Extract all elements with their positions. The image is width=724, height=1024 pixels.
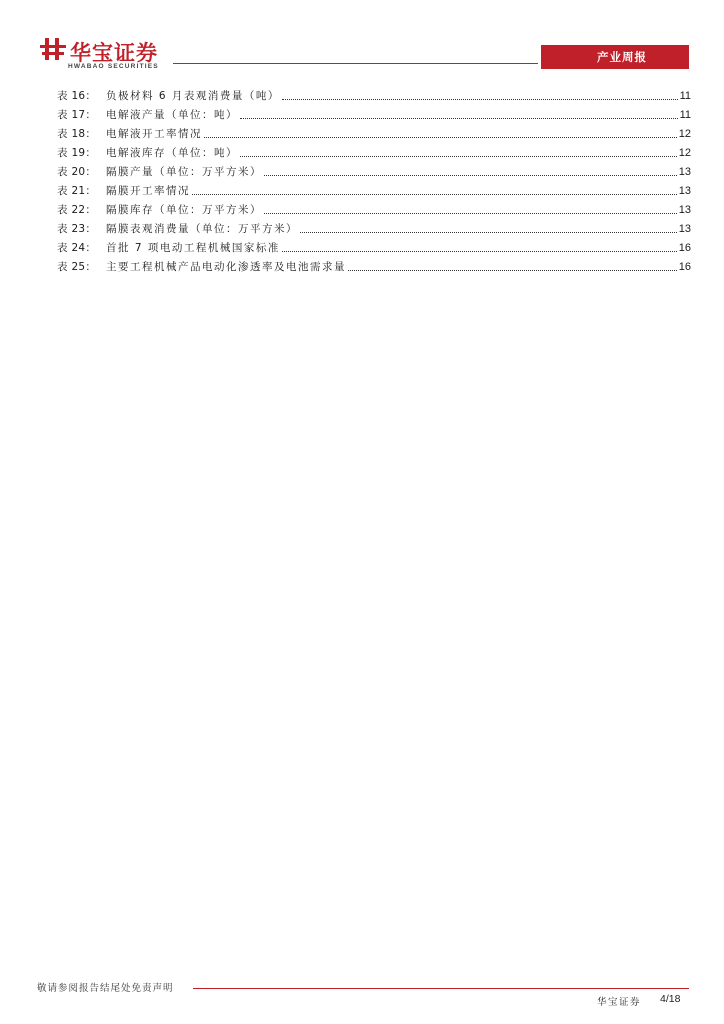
toc-entry-title: 主要工程机械产品电动化渗透率及电池需求量	[106, 261, 346, 273]
toc-entry-title: 负极材料 6 月表观消费量（吨）	[106, 90, 280, 102]
toc-entry[interactable]	[57, 160, 691, 179]
toc-entry-title: 首批 7 项电动工程机械国家标准	[106, 242, 280, 254]
toc-entry-title: 隔膜表观消费量（单位：万平方米）	[106, 223, 298, 235]
toc-entry-page: 16	[678, 242, 691, 254]
report-type-badge	[541, 45, 689, 69]
toc-entry-title: 隔膜库存（单位：万平方米）	[106, 204, 262, 216]
toc-entry-label: 表 24：	[57, 242, 97, 254]
company-logo	[40, 38, 170, 72]
toc-entry[interactable]	[57, 122, 691, 141]
toc-entry-label: 表 22：	[57, 204, 97, 216]
toc-entry-label: 表 21：	[57, 185, 97, 197]
table-of-contents	[57, 84, 691, 274]
toc-entry-label: 表 19：	[57, 147, 97, 159]
toc-dot-leader	[348, 269, 677, 271]
header-rule	[173, 63, 538, 64]
toc-entry-page: 11	[679, 90, 691, 102]
toc-entry[interactable]	[57, 141, 691, 160]
footer-brand: 华宝证券	[597, 997, 642, 1008]
toc-entry-page: 13	[678, 185, 691, 197]
toc-entry-page: 13	[678, 204, 691, 216]
toc-entry[interactable]	[57, 103, 691, 122]
toc-dot-leader	[282, 98, 678, 100]
logo-chinese-text: 华宝证券	[70, 41, 158, 65]
toc-entry-page: 12	[678, 147, 691, 159]
toc-entry-title: 电解液开工率情况	[106, 128, 202, 140]
toc-dot-leader	[240, 117, 678, 119]
toc-entry[interactable]	[57, 198, 691, 217]
page-number: 4/18	[660, 993, 681, 1005]
toc-dot-leader	[300, 231, 677, 233]
toc-dot-leader	[204, 136, 677, 138]
toc-entry-page: 13	[678, 166, 691, 178]
toc-entry[interactable]	[57, 217, 691, 236]
logo-english-text: HWABAO SECURITIES	[68, 63, 159, 70]
toc-entry[interactable]	[57, 255, 691, 274]
toc-entry[interactable]	[57, 236, 691, 255]
toc-entry-title: 隔膜开工率情况	[106, 185, 190, 197]
toc-entry-label: 表 20：	[57, 166, 97, 178]
toc-entry-page: 11	[679, 109, 691, 121]
toc-dot-leader	[264, 174, 677, 176]
toc-dot-leader	[282, 250, 677, 252]
toc-entry-page: 16	[678, 261, 691, 273]
toc-entry[interactable]	[57, 179, 691, 198]
toc-dot-leader	[240, 155, 677, 157]
toc-entry[interactable]	[57, 84, 691, 103]
logo-mark-icon	[40, 38, 66, 62]
toc-entry-label: 表 18：	[57, 128, 97, 140]
toc-entry-page: 12	[678, 128, 691, 140]
toc-entry-label: 表 16：	[57, 90, 97, 102]
toc-entry-page: 13	[678, 223, 691, 235]
toc-entry-title: 隔膜产量（单位：万平方米）	[106, 166, 262, 178]
toc-entry-title: 电解液产量（单位：吨）	[106, 109, 238, 121]
report-type-label: 产业周报	[597, 50, 647, 64]
toc-entry-label: 表 23：	[57, 223, 97, 235]
toc-dot-leader	[192, 193, 677, 195]
toc-entry-label: 表 17：	[57, 109, 97, 121]
footer-rule	[193, 988, 689, 989]
disclaimer-note: 敬请参阅报告结尾处免责声明	[37, 983, 174, 994]
toc-entry-title: 电解液库存（单位：吨）	[106, 147, 238, 159]
toc-dot-leader	[264, 212, 677, 214]
toc-entry-label: 表 25：	[57, 261, 97, 273]
